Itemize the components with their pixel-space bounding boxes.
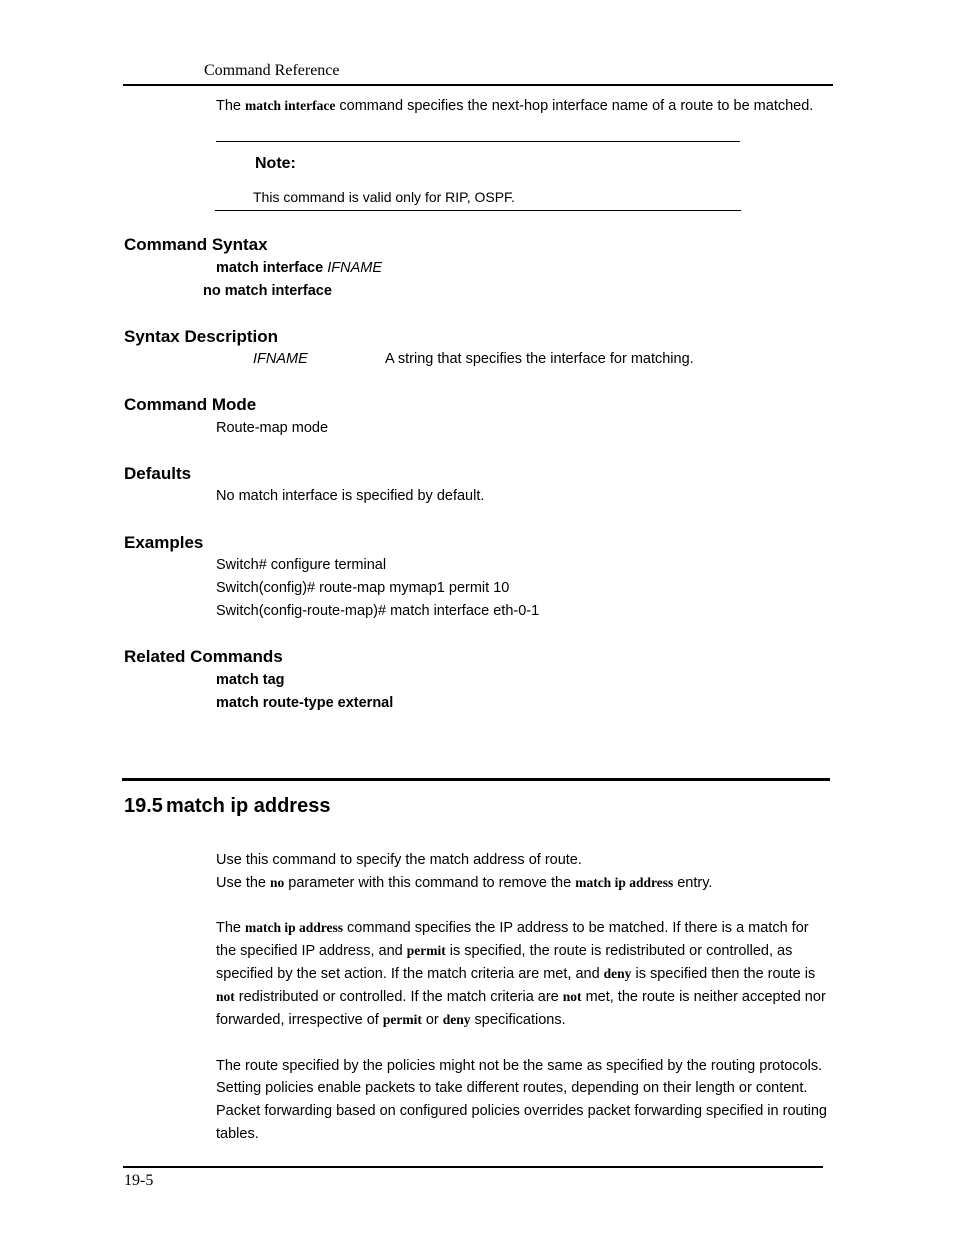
para-text: is specified then the route is (631, 966, 816, 982)
usage-text: parameter with this command to remove the (284, 875, 576, 891)
para-text: specified by the set action. If the match criteria are met, and (216, 966, 604, 982)
section-rule (122, 778, 830, 781)
usage-text: Use the (216, 875, 270, 891)
syntax-description-heading: Syntax Description (124, 327, 278, 346)
para1-line (216, 941, 792, 961)
para-keyword: deny (442, 1012, 471, 1027)
related-commands-heading: Related Commands (124, 647, 283, 666)
para-text: command specifies the IP address to be matched. If there is a match for (343, 920, 809, 936)
syntax-command: match interface (216, 260, 324, 276)
intro-keyword: match interface (245, 98, 336, 113)
note-top-rule (216, 141, 740, 142)
para2-line: tables. (216, 1126, 259, 1142)
para-keyword: permit (406, 943, 446, 958)
syntax-line-2: no match interface (203, 283, 332, 299)
para-keyword: not (562, 989, 582, 1004)
defaults-text: No match interface is specified by default. (216, 488, 485, 504)
intro-pre: The (216, 98, 246, 114)
command-mode-text: Route-map mode (216, 420, 329, 436)
usage-text: entry. (673, 875, 713, 891)
section-number: 19.5 (124, 795, 163, 817)
example-line: Switch(config-route-map)# match interface eth-0-1 (216, 603, 540, 619)
running-header: Command Reference (204, 62, 340, 79)
section-title: match ip address (165, 795, 331, 817)
example-line: Switch# configure terminal (216, 557, 387, 573)
defaults-heading: Defaults (124, 464, 192, 483)
param-description: A string that specifies the interface for matching. (385, 351, 694, 367)
para2-line: Setting policies enable packets to take different routes, depending on their length or content. (216, 1080, 808, 1096)
examples-heading: Examples (124, 533, 204, 552)
footer-rule (123, 1166, 823, 1168)
note-title: Note: (255, 155, 296, 172)
example-line: Switch(config)# route-map mymap1 permit 10 (216, 580, 510, 596)
command-syntax-heading: Command Syntax (124, 235, 268, 254)
para-text: met, the route is neither accepted nor (581, 989, 826, 1005)
para1-line (216, 987, 826, 1007)
para2-line: Packet forwarding based on configured policies overrides packet forwarding specified in routing (216, 1103, 827, 1119)
para-text: or (421, 1012, 443, 1028)
para-keyword: match ip address (245, 920, 344, 935)
para-text: The (216, 920, 246, 936)
para-keyword: permit (382, 1012, 422, 1027)
header-rule (123, 84, 833, 86)
para1-line (216, 1010, 566, 1030)
syntax-line-1 (216, 258, 382, 278)
note-bottom-rule (215, 210, 741, 211)
intro-line (216, 96, 813, 116)
related-command-item: match route-type external (216, 695, 394, 711)
note-text: This command is valid only for RIP, OSPF. (253, 189, 515, 205)
para-keyword: deny (603, 966, 632, 981)
para2-line: The route specified by the policies might not be the same as specified by the routing protocols. (216, 1058, 823, 1074)
usage-keyword: no (270, 875, 285, 890)
related-command-item: match tag (216, 672, 285, 688)
syntax-argument: IFNAME (327, 260, 382, 276)
param-name: IFNAME (253, 351, 308, 367)
command-mode-heading: Command Mode (124, 395, 257, 414)
usage-keyword: match ip address (575, 875, 674, 890)
para-keyword: not (216, 989, 235, 1004)
para-text: forwarded, irrespective of (216, 1012, 383, 1028)
para-text: is specified, the route is redistributed or controlled, as (445, 943, 793, 959)
para1-line (216, 918, 809, 938)
para-text: specifications. (470, 1012, 566, 1028)
usage-line-1: Use this command to specify the match address of route. (216, 852, 582, 868)
usage-line-2 (216, 873, 712, 893)
page-number: 19-5 (124, 1172, 154, 1189)
para1-line (216, 964, 815, 984)
intro-post: command specifies the next-hop interface name of a route to be matched. (335, 98, 814, 114)
para-text: redistributed or controlled. If the match criteria are (234, 989, 563, 1005)
section-heading (124, 795, 330, 818)
para-text: the specified IP address, and (216, 943, 407, 959)
